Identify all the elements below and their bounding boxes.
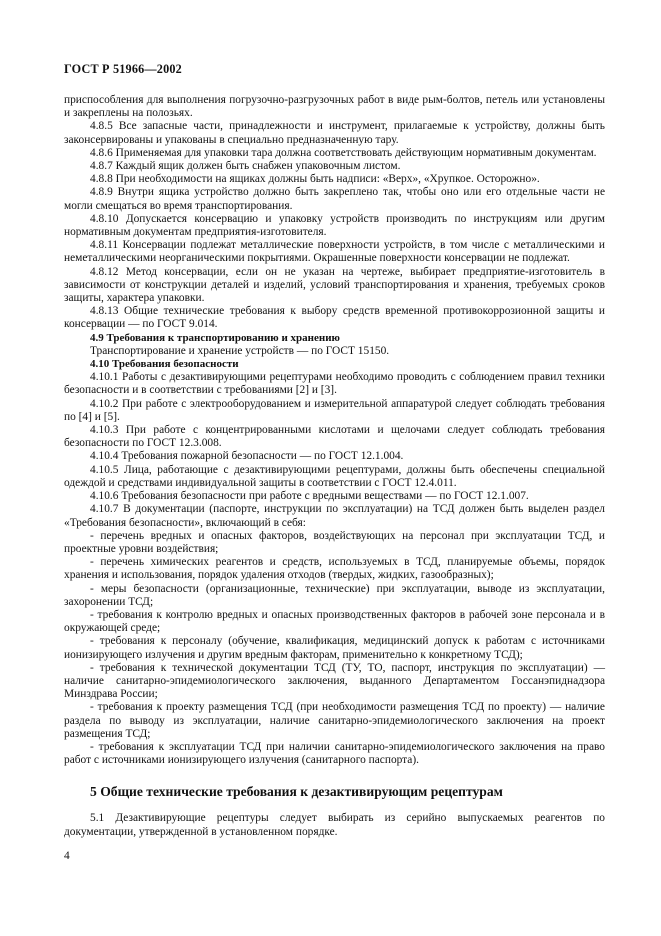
paragraph: - перечень химических реагентов и средств, используемых в ТСД, планируемые объемы, порядок хранения и использования, порядок удаления отходов (твердых, жидких, газообразных); [64, 556, 605, 582]
paragraph: 4.10.2 При работе с электрооборудованием и измерительной аппаратурой следует соблюдать требования по [4] и [5]. [64, 397, 605, 423]
paragraph: 4.8.10 Допускается консервацию и упаковку устройств производить по инструкциям или другим нормативным документам предприятия-изготовителя. [64, 212, 605, 239]
paragraph: 4.8.8 При необходимости на ящиках должны быть надписи: «Верх», «Хрупкое. Осторожно». [90, 173, 540, 186]
paragraph: - перечень вредных и опасных факторов, воздействующих на персонал при эксплуатации ТСД, и проектные уровни воздействия; [64, 529, 605, 555]
paragraph: 4.8.12 Метод консервации, если он не указан на чертеже, выбирает предприятие-изготовитель в зависимости от конструкции деталей и изделий, условий транспортирования и хранения, требуемых сроков защиты, характера упаковки. [64, 265, 605, 305]
section-4-text [64, 94, 605, 767]
paragraph: - требования к технической документации ТСД (ТУ, ТО, паспорт, инструкция по эксплуатации) — наличие санитарно-эпидемиологического заключения, выданного Департаментом Госсанэпиднадзора Минздрава России; [64, 661, 605, 701]
paragraph: - меры безопасности (организационные, технические) при эксплуатации, выводе из эксплуатации, захоронении ТСД; [64, 582, 605, 608]
section-5-title: 5 Общие технические требования к дезактивирующим рецептурам [90, 784, 503, 800]
paragraph: 4.10.6 Требования безопасности при работе с вредными веществами — по ГОСТ 12.1.007. [90, 490, 529, 503]
paragraph: 4.10.3 При работе с концентрированными кислотами и щелочами следует соблюдать требования безопасности по ГОСТ 12.3.008. [64, 424, 605, 450]
document-body [64, 94, 605, 839]
paragraph: 4.10.4 Требования пожарной безопасности — по ГОСТ 12.1.004. [90, 450, 404, 463]
paragraph: 4.8.13 Общие технические требования к выбору средств временной противокоррозионной защиты и консервации — по ГОСТ 9.014. [64, 305, 605, 331]
paragraph: - требования к эксплуатации ТСД при наличии санитарно-эпидемиологического заключения на право работ с источниками ионизирующего излучения (санитарного паспорта). [64, 740, 605, 767]
paragraph: 4.8.11 Консервации подлежат металлические поверхности устройств, в том числе с металлическими и неметаллическими неорганическими покрытиями. Окрашенные поверхности консервации не подлежат. [64, 239, 605, 265]
paragraph: 4.8.7 Каждый ящик должен быть снабжен упаковочным листом. [90, 160, 401, 173]
document-header: ГОСТ Р 51966—2002 [64, 62, 182, 76]
paragraph: приспособления для выполнения погрузочно-разгрузочных работ в виде рым-болтов, петель или установлены и закреплены на полозьях. [64, 94, 605, 120]
paragraph: 4.8.6 Применяемая для упаковки тара должна соответствовать действующим нормативным документам. [90, 146, 597, 159]
paragraph: 4.8.9 Внутри ящика устройство должно быть закреплено так, чтобы оно или его отдельные части не могли смещаться во время транспортирования. [64, 186, 605, 212]
subsection-heading: 4.9 Требования к транспортированию и хранению [90, 331, 340, 344]
paragraph: - требования к персоналу (обучение, квалификация, медицинский допуск к работам с источниками ионизирующего излучения и другим вредным факторам, применительно к конкретному ТСД); [64, 635, 605, 661]
page-number: 4 [64, 850, 70, 862]
paragraph: - требования к проекту размещения ТСД (при необходимости размещения ТСД по проекту) — наличие раздела по выводу из эксплуатации, наличие санитарно-эпидемиологического заключения на проект размещения ТСД; [64, 701, 605, 740]
subsection-heading: 4.10 Требования безопасности [90, 358, 239, 371]
paragraph: 4.8.5 Все запасные части, принадлежности и инструмент, прилагаемые к устройству, должны быть законсервированы и упакованы в специально предназначенную тару. [64, 120, 605, 146]
paragraph: 4.10.7 В документации (паспорте, инструкции по эксплуатации) на ТСД должен быть выделен раздел «Требования безопасности», включающий в себя: [64, 503, 605, 529]
paragraph: 4.10.5 Лица, работающие с дезактивирующими рецептурами, должны быть обеспечены специальной одеждой и средствами индивидуальной защиты в соответствии с ГОСТ 12.4.011. [64, 463, 605, 489]
paragraph: 4.10.1 Работы с дезактивирующими рецептурами необходимо проводить с соблюдением правил техники безопасности и в соответствии с требованиями [2] и [3]. [64, 371, 605, 397]
paragraph-5-1: 5.1 Дезактивирующие рецептуры следует выбирать из серийно выпускаемых реагентов по документации, утвержденной в установленном порядке. [64, 812, 605, 838]
paragraph: - требования к контролю вредных и опасных производственных факторов в рабочей зоне персонала и в окружающей среде; [64, 608, 605, 635]
paragraph: Транспортирование и хранение устройств — по ГОСТ 15150. [90, 344, 390, 357]
